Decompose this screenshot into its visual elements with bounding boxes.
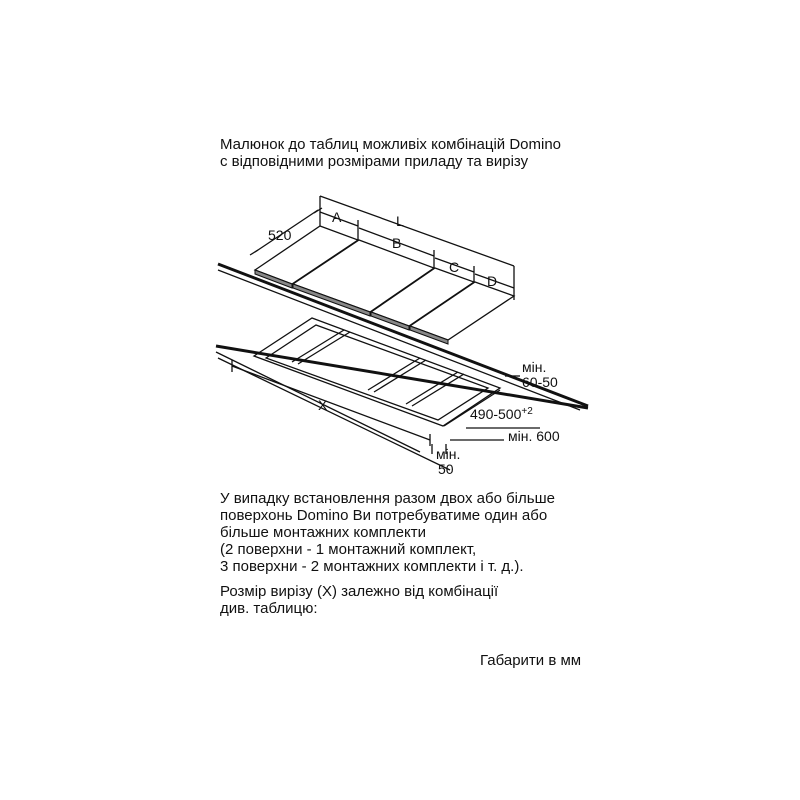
b-label: B bbox=[392, 235, 402, 251]
length-label: L bbox=[396, 213, 404, 229]
min-bottom-label-2: 50 bbox=[438, 461, 454, 477]
cutout-note-line-2: див. таблицю: bbox=[220, 600, 318, 617]
x-label: X bbox=[318, 397, 328, 413]
cutout-size-note bbox=[220, 583, 498, 617]
min-bottom-label-1: мін. bbox=[436, 446, 461, 462]
cut-depth-label: $490-500^{+2}$ bbox=[470, 406, 533, 422]
min-top-label-2: 60-50 bbox=[522, 374, 558, 390]
notes-line-2: поверхонь Domino Ви потребуватиме один або bbox=[220, 507, 548, 524]
caption-line-1: Малюнок до таблиц можливіх комбінацій Domino bbox=[220, 136, 562, 153]
units-note: Габарити в мм bbox=[480, 652, 582, 669]
notes-line-3: більше монтажних комплекти bbox=[220, 524, 426, 541]
depth-label: 520 bbox=[268, 227, 292, 243]
min-600-label: мін. 600 bbox=[508, 428, 560, 444]
cutout-note-line-1: Розмір вирізу (X) залежно від комбінації bbox=[220, 583, 499, 600]
min-top-label-1: мін. bbox=[522, 359, 547, 375]
notes-line-5: 3 поверхни - 2 монтажних комплекти і т. д.). bbox=[220, 558, 524, 575]
notes-line-4: (2 поверхни - 1 монтажний комплект, bbox=[220, 541, 477, 558]
installation-notes bbox=[220, 490, 555, 575]
d-label: D bbox=[487, 273, 498, 289]
caption-line-2: с відповідними розмірами приладу та вирізу bbox=[220, 153, 529, 170]
cutout-divider-1 bbox=[292, 330, 344, 362]
cutout-divider-3 bbox=[406, 372, 458, 404]
a-label: A bbox=[332, 209, 342, 225]
c-label: C bbox=[449, 259, 460, 275]
notes-line-1: У випадку встановлення разом двох або більше bbox=[220, 490, 555, 507]
